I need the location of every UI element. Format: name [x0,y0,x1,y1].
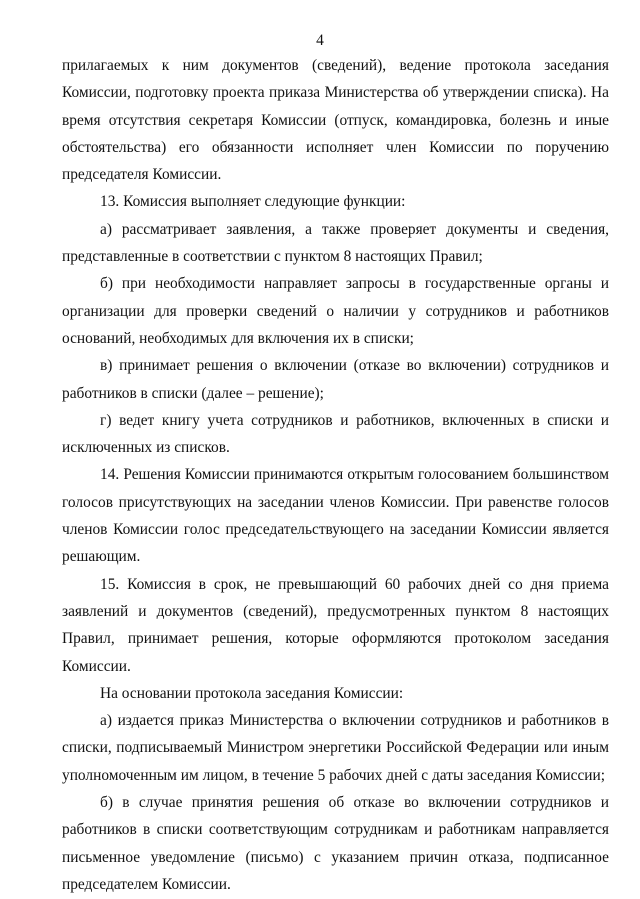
paragraph-item-14: 14. Решения Комиссии принимаются открытым голосованием большинством голосов присутствующих на заседании членов Комиссии. При равенстве голосов членов Комиссии голос председательствующего на заседании Комиссии является решающим. [62,466,609,566]
document-body [62,52,609,898]
paragraph-item-13-g: г) ведет книгу учета сотрудников и работников, включенных в списки и исключенных из списков. [62,411,609,457]
paragraph-item-13-a: а) рассматривает заявления, а также проверяет документы и сведения, представленные в соответствии с пунктом 8 настоящих Правил; [62,220,609,266]
paragraph-item-15: 15. Комиссия в срок, не превышающий 60 рабочих дней со дня приема заявлений и документов (сведений), предусмотренных пунктом 8 настоящих Правил, принимает решения, которые оформляются протоколом заседания Комиссии. [62,575,609,675]
paragraph-protocol-basis: На основании протокола заседания Комиссии: [100,684,404,702]
paragraph-secretary-duties: прилагаемых к ним документов (сведений), ведение протокола заседания Комиссии, подготовку проекта приказа Министерства об утверждении списка). На время отсутствия секретаря Комиссии (отпуск, командировка, болезнь и иные обстоятельства) его обязанности исполняет член Комиссии по поручению председателя Комиссии. [62,57,609,184]
paragraph-item-13-v: в) принимает решения о включении (отказе во включении) сотрудников и работников в списки (далее – решение); [62,357,609,402]
paragraph-protocol-b: б) в случае принятия решения об отказе во включении сотрудников и работников в списки соответствующим сотрудникам и работникам направляется письменное уведомление (письмо) с указанием причин отказа, подписанное председателем Комиссии. [62,794,609,893]
paragraph-protocol-a: а) издается приказ Министерства о включении сотрудников и работников в списки, подписываемый Министром энергетики Российской Федерации или иным уполномоченным им лицом, в течение 5 рабочих дней с даты заседания Комиссии; [62,712,609,784]
paragraph-item-13-b: б) при необходимости направляет запросы в государственные органы и организации для проверки сведений о наличии у сотрудников и работников оснований, необходимых для включения их в списки; [62,275,609,347]
paragraph-item-13: 13. Комиссия выполняет следующие функции: [100,193,406,211]
page-number: 4 [316,32,324,49]
